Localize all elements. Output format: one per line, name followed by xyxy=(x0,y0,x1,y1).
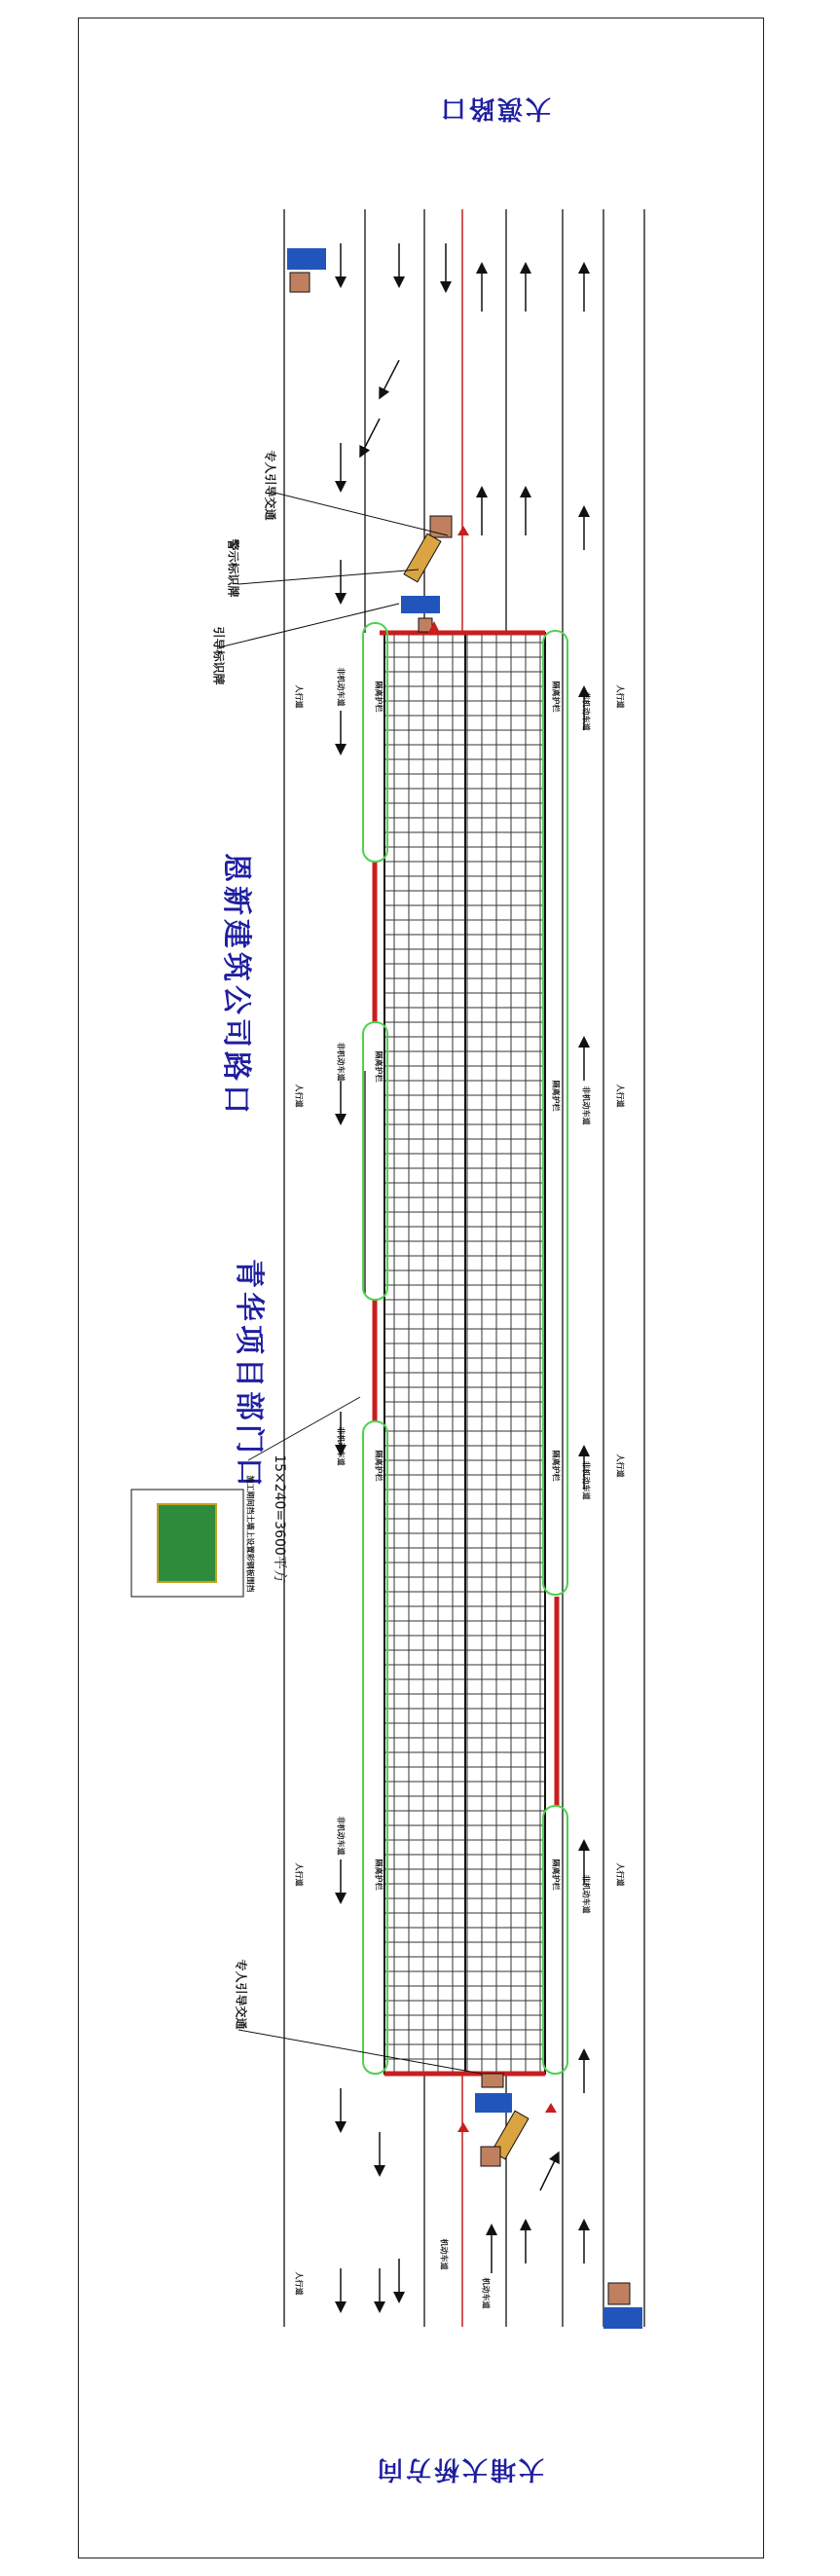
label-barrier-1: 隔离护栏 xyxy=(374,681,383,713)
label-sidewalk-8: 人行道 xyxy=(615,1862,625,1887)
label-sidewalk-3: 人行道 xyxy=(294,1862,304,1887)
label-sidewalk-1: 人行道 xyxy=(294,684,304,709)
blue-sign-top xyxy=(401,596,440,613)
label-vehicle-lane-1: 非机动车道 xyxy=(336,667,346,707)
label-sidewalk-6: 人行道 xyxy=(615,1084,625,1108)
label-barrier-2: 隔离护栏 xyxy=(374,1050,383,1083)
label-vehicle-lane-5: 非机动车道 xyxy=(581,691,591,731)
label-vehicle-lane-6: 非机动车道 xyxy=(581,1086,591,1125)
callout-guide-sign: 引导标识牌 xyxy=(211,626,226,685)
label-barrier-7: 隔离护栏 xyxy=(551,1450,561,1482)
label-vehicle-lane-3: 非机动车道 xyxy=(336,1426,346,1466)
small-sign-bottom xyxy=(482,2074,503,2087)
cone-bottom xyxy=(457,2122,469,2132)
sign-post-top xyxy=(290,273,310,292)
title-intersection: 恩新建筑公司路口 xyxy=(219,853,253,1118)
label-motor-lane-2: 机动车道 xyxy=(481,2277,491,2309)
label-barrier-5: 隔离护栏 xyxy=(551,681,561,713)
label-vehicle-lane-7: 非机动车道 xyxy=(581,1460,591,1500)
title-top-end: 大漠路口 xyxy=(438,93,552,123)
guide-box-bottom xyxy=(481,2147,500,2166)
callout-warning-sign: 警示标识牌 xyxy=(226,538,240,598)
title-bottom-end: 大埔大桥方向 xyxy=(375,2454,545,2484)
label-vehicle-lane-2: 非机动车道 xyxy=(336,1042,346,1082)
callout-guide-bottom: 专人引导交通 xyxy=(234,1959,248,2030)
info-sign-bottom xyxy=(603,2307,642,2329)
warning-board-top xyxy=(404,534,441,582)
label-sidewalk-4: 人行道 xyxy=(294,2271,304,2296)
callout-guide-top: 专人引导交通 xyxy=(263,450,277,521)
label-barrier-3: 隔离护栏 xyxy=(374,1450,383,1482)
fence-sample-panel xyxy=(158,1504,216,1582)
label-vehicle-lane-4: 非机动车道 xyxy=(336,1816,346,1856)
label-barrier-8: 隔离护栏 xyxy=(551,1858,561,1891)
label-sidewalk-2: 人行道 xyxy=(294,1084,304,1108)
label-barrier-4: 隔离护栏 xyxy=(374,1858,383,1891)
label-motor-lane-1: 机动车道 xyxy=(439,2238,449,2270)
fence-desc: 施工期间挡土墙上设置彩钢板围挡 xyxy=(245,1475,255,1593)
title-project-gate: 青华项目部门口 xyxy=(232,1259,266,1490)
sign-group-top xyxy=(287,248,469,633)
blue-sign-bottom xyxy=(475,2093,512,2113)
label-sidewalk-7: 人行道 xyxy=(615,1454,625,1478)
cone-top-2 xyxy=(457,526,469,535)
sign-post-bottom xyxy=(608,2283,630,2304)
label-sidewalk-5: 人行道 xyxy=(615,684,625,709)
cone-bottom-2 xyxy=(545,2103,557,2113)
info-sign-top xyxy=(287,248,326,270)
fence-formula: 15×240=3600平方 xyxy=(271,1454,287,1583)
label-vehicle-lane-8: 非机动车道 xyxy=(581,1874,591,1914)
label-barrier-6: 隔离护栏 xyxy=(551,1080,561,1112)
